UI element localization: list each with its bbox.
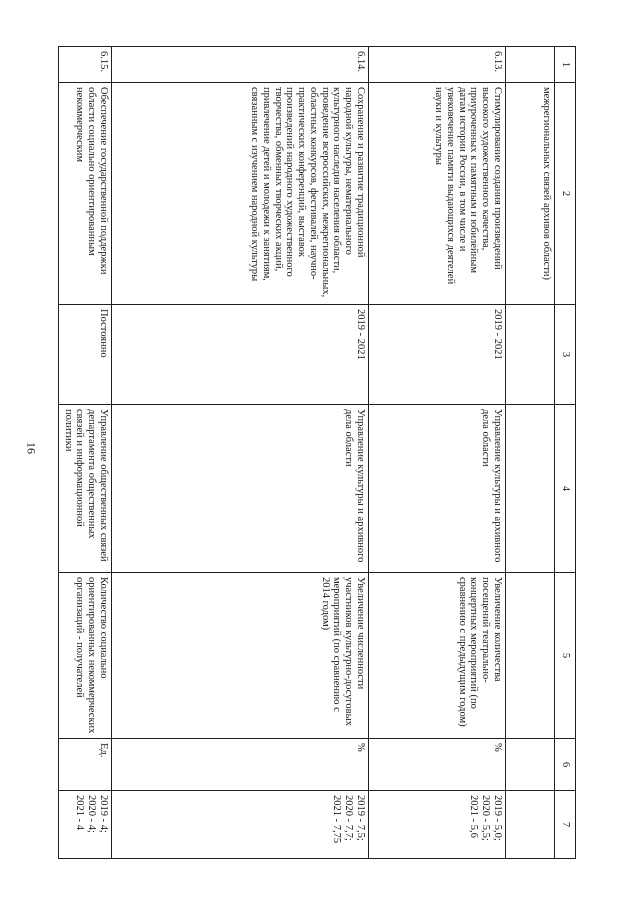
continuation-row [506,47,555,859]
measure-name: Обеспечение государственной поддержки области социально ориентированным некоммерческим [59,83,112,305]
header-cell: 7 [555,791,576,859]
page-number: 16 [24,442,39,454]
row-number: 6.15. [59,47,112,83]
table-cell [506,405,555,573]
measure-executor: Управление культуры и архивного дела области [369,405,506,573]
measure-name: Стимулирование создания произведений высокого художественного качества, приуроченных к памятным и юбилейным датам истории России, в том числе и увековечение памяти выдающихся деятелей науки и культуры [369,83,506,305]
header-row [555,47,576,859]
measure-indicator: Увеличение количества посещений театрально-концертных мероприятий (по сравнению с предыдущим годом) [369,573,506,739]
table-cell [506,573,555,739]
header-cell: 1 [555,47,576,83]
measure-values: 2019 - 7,5; 2020 - 7,7; 2021 - 7,75 [112,791,369,859]
row-number: 6.13. [369,47,506,83]
header-cell: 3 [555,305,576,405]
measure-name: Сохранение и развитие традиционной народной культуры, нематериального культурного наследия населения области, проведение всероссийских, межрегиональных, областных конкурсов, фестивалей, научно-практических конференций, выставок произведений народного художественного творчества, обменных творческих акций, привлечение детей и молодежи к занятиям, связанным с изучением народной культуры [112,83,369,305]
table-row [369,47,506,859]
measure-unit: % [112,739,369,791]
measure-period: 2019 - 2021 [112,305,369,405]
measure-indicator: Увеличение численности участников культурно-досуговых мероприятий (по сравнению с 2014 годом) [112,573,369,739]
row-number: 6.14. [112,47,369,83]
header-cell: 4 [555,405,576,573]
measure-values: 2019 - 5,0; 2020 - 5,5; 2021 - 5,6 [369,791,506,859]
table-cell [506,739,555,791]
continuation-text: межрегиональных связей архивов области) [506,83,555,305]
table-row [59,47,112,859]
measure-period: 2019 - 2021 [369,305,506,405]
table-cell [506,791,555,859]
measure-indicator: Количество социально ориентированных некоммерческих организаций - получателей [59,573,112,739]
rotated-table-area [62,46,576,858]
measure-executor: Управление общественных связей департамента общественных связей и информационной политики [59,405,112,573]
table-row [112,47,369,859]
measure-executor: Управление культуры и архивного дела области [112,405,369,573]
header-cell: 5 [555,573,576,739]
header-cell: 6 [555,739,576,791]
header-cell: 2 [555,83,576,305]
measure-values: 2019 - 4; 2020 - 4; 2021 - 4 [59,791,112,859]
table-cell [506,305,555,405]
measure-unit: Ед. [59,739,112,791]
measure-period: Постоянно [59,305,112,405]
measure-unit: % [369,739,506,791]
measures-table [58,46,576,859]
table-cell [506,47,555,83]
